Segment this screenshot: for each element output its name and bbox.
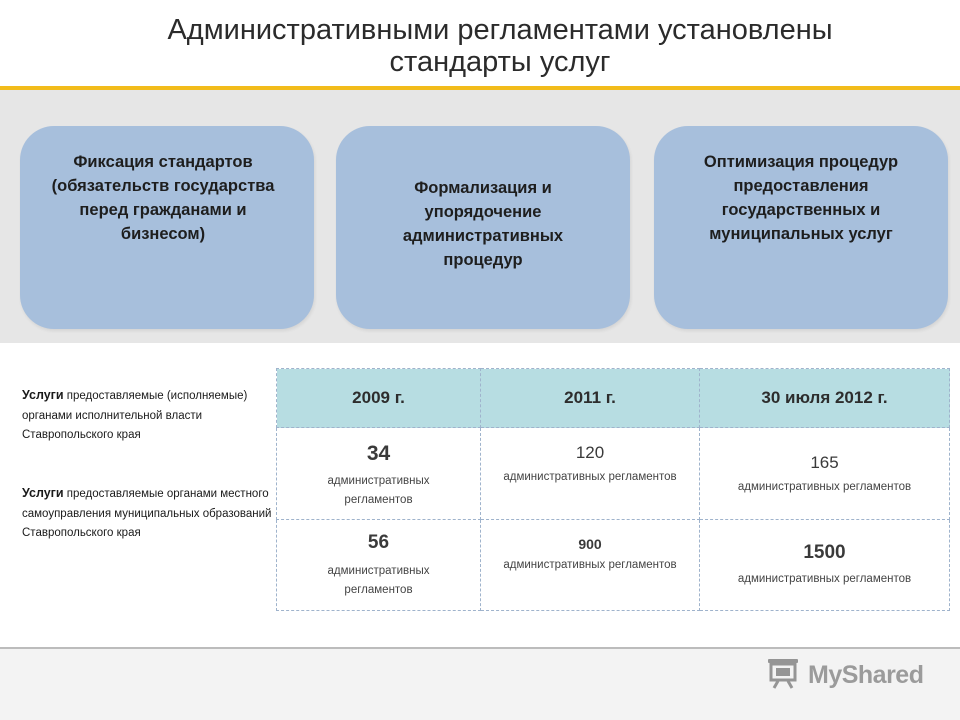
cell-value: 1500: [803, 542, 846, 563]
table-header-row: [277, 369, 950, 428]
header-2012: 30 июля 2012 г.: [700, 369, 950, 428]
card-formalization-text: Формализация и упорядочение административных процедур: [402, 179, 564, 269]
table-cell: [277, 520, 481, 611]
site-logo[interactable]: [766, 657, 923, 693]
cell-desc: административных регламентов: [503, 559, 677, 571]
table-cell: [481, 520, 700, 611]
cell-value: 165: [810, 453, 839, 472]
projector-screen-icon: [766, 656, 800, 695]
row-label-municipal-text: предоставляемые органами местного самоуправления муниципальных образований Ставропольского края: [22, 488, 272, 539]
card-formalization: [336, 126, 630, 329]
row-label-regional-lead: Услуги: [22, 388, 64, 402]
cell-desc: административных регламентов: [737, 573, 912, 585]
slide-title-line-1: Административными регламентами установлены: [167, 14, 833, 46]
card-fixation: [20, 126, 314, 329]
table-cell: [700, 428, 950, 520]
slide-title: [0, 14, 960, 78]
table-cell: [481, 428, 700, 520]
table-row: [277, 428, 950, 520]
header-2011: 2011 г.: [481, 369, 700, 428]
cell-desc: административных регламентов: [327, 475, 430, 506]
cell-value: 34: [366, 442, 391, 465]
table-cell: [277, 428, 481, 520]
cell-desc: административных регламентов: [503, 471, 677, 483]
logo-text: MyShared: [808, 660, 924, 689]
row-label-regional-text: предоставляемые (исполняемые) органами исполнительной власти Ставропольского края: [22, 390, 248, 441]
cell-value: 56: [367, 532, 390, 553]
row-label-municipal: [22, 484, 272, 544]
row-label-regional: [22, 386, 272, 446]
table-row: [277, 520, 950, 611]
card-optimization: [654, 126, 948, 329]
cell-desc: административных регламентов: [737, 481, 912, 493]
regulations-table: [276, 368, 950, 611]
cell-desc: административных регламентов: [327, 565, 430, 596]
slide-title-line-2: стандарты услуг: [389, 46, 611, 78]
header-2009: 2009 г.: [277, 369, 481, 428]
cell-value: 900: [578, 536, 602, 552]
table-cell: [700, 520, 950, 611]
cell-value: 120: [575, 443, 605, 462]
card-optimization-text: Оптимизация процедур предоставления государственных и муниципальных услуг: [703, 153, 899, 243]
card-fixation-text: Фиксация стандартов (обязательств государства перед гражданами и бизнесом): [51, 153, 275, 243]
row-label-municipal-lead: Услуги: [22, 486, 64, 500]
